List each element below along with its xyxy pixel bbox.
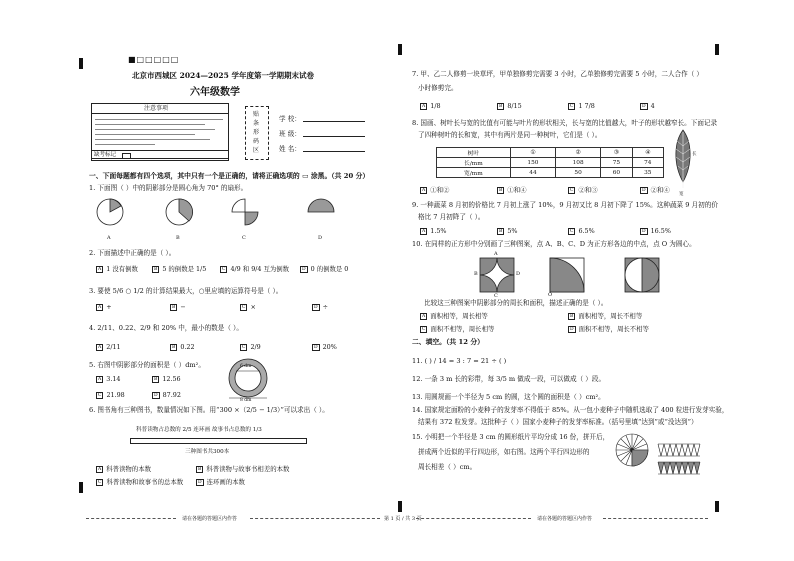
q3-option-a[interactable]: A + (98, 303, 112, 311)
q7-option-b[interactable]: B 8/15 (499, 102, 522, 110)
section2-title: 二、填空。（共 12 分） (412, 338, 484, 346)
q9-option-d[interactable]: D 16.5% (642, 227, 671, 235)
figure-c (232, 199, 258, 225)
q6-text: 6. 图书角有三种图书，数量情况如下图。用“300 ×（2/5 − 1/3）”可以求出（ ）。 (89, 406, 329, 414)
q7-text: 7. 甲、乙二人修剪一块草坪，甲单独修剪完需要 3 小时，乙单独修剪完需要 5 小时，二人合作（ ） (412, 70, 704, 78)
q6-option-a[interactable]: A 科普读物的本数 (98, 465, 151, 473)
pattern-1 (480, 258, 514, 292)
q6-option-d[interactable]: D 连环画的本数 (198, 478, 245, 486)
q3-option-b[interactable]: B − (172, 303, 186, 311)
table-cell: 108 (556, 158, 601, 168)
table-cell: 74 (632, 158, 663, 168)
q1-label-b[interactable]: B (176, 235, 180, 241)
name-field[interactable] (303, 151, 365, 152)
table-cell: 长/mm (437, 158, 511, 168)
absent-checkbox[interactable] (122, 153, 131, 159)
table-cell: 75 (601, 158, 632, 168)
q14-text-cont: 结果有 372 粒发芽。这批种子（ ）国家小麦种子的发芽率标准。（括号里填“达到”或“没达到”） (418, 418, 698, 426)
q1-text: 1. 下面图（ ）中的阴影部分是圆心角为 70° 的扇形。 (89, 184, 248, 192)
q1-label-d[interactable]: D (318, 235, 323, 241)
q3-option-d[interactable]: D ÷ (314, 303, 328, 311)
school-label: 学 校： (279, 115, 301, 123)
pattern-2 (550, 258, 584, 292)
footer-rule-left (86, 518, 176, 519)
footer-rule-mid (250, 518, 380, 519)
table-row (437, 168, 664, 178)
q5-inner-label: 6 dm (240, 364, 252, 369)
leaf-icon (672, 128, 694, 190)
q9-option-c[interactable]: C 6.5% (570, 227, 595, 235)
notice-title: 注意事项 (144, 105, 169, 112)
top-code: ■□□□□□ (128, 55, 180, 64)
q5-outer-label: 8 dm (240, 398, 252, 403)
subject-title: 六年级数学 (190, 87, 240, 98)
q4-option-a[interactable]: A 2/11 (98, 343, 121, 351)
q3-option-c[interactable]: C × (242, 303, 256, 311)
exam-title: 北京市西城区 2024—2025 学年度第一学期期末试卷 (132, 71, 314, 80)
table-cell: 35 (632, 168, 663, 178)
table-cell: 50 (556, 168, 601, 178)
q15-circle-figure (614, 432, 704, 482)
pattern-3 (625, 258, 659, 292)
table-cell: ② (556, 148, 601, 158)
q1-figures (95, 197, 345, 233)
q2-option-b[interactable]: B 5 的倒数是 1/5 (154, 265, 207, 273)
q5-option-d[interactable]: D 87.92 (154, 391, 181, 399)
registration-mark (79, 482, 83, 493)
q15-text: 15. 小明把一个半径是 3 cm 的圆形纸片平均分成 16 份，拼开后， (412, 433, 610, 441)
table-cell: 宽/mm (437, 168, 511, 178)
registration-mark (79, 58, 83, 69)
footer-rule-mid2 (416, 518, 531, 519)
q6-option-c[interactable]: C 科普读物和故事书的总本数 (98, 478, 184, 486)
q15-text-b: 拼成两个近似的平行四边形，如右图。这两个平行四边形的 (418, 448, 590, 456)
q4-option-c[interactable]: C 2/9 (242, 343, 261, 351)
q4-option-b[interactable]: B 0.22 (172, 343, 195, 351)
leaf-length-label: 长 (692, 152, 697, 157)
barcode-area (245, 106, 269, 160)
figure-b (166, 199, 193, 225)
q9-option-a[interactable]: A 1.5% (422, 227, 447, 235)
q4-text: 4. 2/11、0.22、2/9 和 20% 中，最小的数是（ ）。 (89, 324, 243, 332)
q8-text-cont: 了四种树叶的长和宽，其中有两片是同一种树叶，它们是（ ）。 (418, 131, 602, 139)
registration-mark (715, 501, 719, 512)
figure-a (97, 199, 123, 225)
absent-box (91, 150, 229, 161)
q7-option-a[interactable]: A 1/8 (422, 102, 441, 110)
q1-label-a[interactable]: A (107, 235, 111, 241)
q5-option-c[interactable]: C 21.98 (98, 391, 125, 399)
q1-label-c[interactable]: C (242, 235, 246, 241)
q7-text-cont: 小时修剪完。 (418, 84, 458, 92)
barcode-label: 贴条形码区 (253, 111, 260, 154)
q13-text: 13. 用圆规画一个半径为 5 cm 的圆，这个圆的面积是（ ）cm²。 (412, 393, 605, 401)
q8-option-a[interactable]: A ①和② (422, 186, 450, 194)
point-d: D (516, 271, 521, 277)
registration-mark (715, 44, 719, 55)
q10-option-d[interactable]: D 面积不相等，周长不相等 (570, 325, 649, 333)
q11-text: 11. ( ) / 14 = 3 : 7 = 21 ÷ ( ) (412, 357, 507, 365)
table-row (437, 158, 664, 168)
table-cell: ① (510, 148, 555, 158)
q2-option-d[interactable]: D 0 的倒数是 0 (302, 265, 349, 273)
q6-bar (130, 438, 307, 444)
q15-text-c: 周长相差（ ）cm。 (418, 463, 477, 471)
class-field[interactable] (303, 136, 365, 137)
q10-figures (470, 254, 680, 298)
q8-text: 8. 国画、树叶长与宽的比值有可能与叶片的形状相关，长与宽的比值越大，叶子的形状越窄长。下面记录 (412, 119, 718, 127)
class-label: 班 级： (279, 130, 301, 138)
q10-text: 10. 在同样的正方形中分别画了三种图案，点 A、B、C、D 为正方形各边的中点，点 O 为圆心。 (412, 240, 696, 248)
point-a: A (494, 251, 498, 257)
table-cell: ④ (632, 148, 663, 158)
q2-option-c[interactable]: C 4/9 和 9/4 互为倒数 (222, 265, 290, 273)
point-b: B (474, 271, 478, 277)
notice-lines (95, 116, 223, 149)
name-label: 姓 名： (279, 145, 301, 153)
q6-bar-top: 科普读物占总数的 2/5 连环画 故事书占总数的 1/3 (136, 427, 262, 433)
figure-d (308, 199, 334, 212)
point-o: O (548, 292, 553, 298)
q3-text: 3. 要使 5/6 ○ 1/2 的计算结果最大，○里应填的运算符号是（ ）。 (89, 287, 283, 295)
q2-text: 2. 下面描述中正确的是（ ）。 (89, 249, 176, 257)
q5-option-a[interactable]: A 3.14 (98, 375, 121, 383)
leaf-width-label: 宽 (679, 192, 684, 197)
q5-ring-figure (225, 356, 271, 402)
q10-summary: 比较这三种图案中阴影部分的周长和面积，描述正确的是（ ）。 (424, 299, 608, 307)
registration-mark (398, 501, 402, 512)
q12-text: 12. 一条 3 m 长的彩带，每 3/5 m 做成一段，可以做成（ ）段。 (412, 375, 606, 383)
school-field[interactable] (303, 121, 365, 122)
q9-option-b[interactable]: B 5% (499, 227, 518, 235)
q5-option-b[interactable]: B 12.56 (154, 375, 181, 383)
registration-mark (398, 44, 402, 55)
q5-text: 5. 右图中阴影部分的面积是（ ）dm²。 (89, 361, 205, 369)
table-cell: 60 (601, 168, 632, 178)
q6-bar-bottom: 三种图书共300本 (185, 449, 230, 455)
q8-option-c[interactable]: C ②和③ (570, 186, 598, 194)
q6-option-b[interactable]: B 科普读物与故事书相差的本数 (198, 465, 290, 473)
q8-option-b[interactable]: B ①和④ (499, 186, 527, 194)
q4-option-d[interactable]: D 20% (314, 343, 337, 351)
table-cell: ③ (601, 148, 632, 158)
q10-option-a[interactable]: A 面积相等，周长相等 (422, 312, 488, 320)
footer-rule-right (603, 518, 708, 519)
section1-title: 一、下面每题都有四个选项，其中只有一个是正确的，请将正确选项的 ▭ 涂黑。（共 20 分） (89, 172, 370, 180)
footer-left-note: 请在各题的答题区内作答 (182, 516, 238, 522)
page-number: 第 1 页 / 共 3 页 (384, 516, 422, 522)
footer-right-note: 请在各题的答题区内作答 (537, 516, 593, 522)
q7-option-c[interactable]: C 1 7/8 (570, 102, 595, 110)
absent-label: 缺考标记 (94, 152, 117, 158)
table-cell: 150 (510, 158, 555, 168)
q10-option-b[interactable]: B 面积相等，周长不相等 (570, 312, 643, 320)
q8-table (436, 147, 664, 178)
q10-option-c[interactable]: C 面积不相等，周长相等 (422, 325, 495, 333)
point-c: C (494, 293, 498, 299)
q9-text-cont: 格比 7 月初降了（ ）。 (418, 213, 485, 221)
notice-divider (92, 113, 228, 114)
table-row (437, 148, 664, 158)
q9-text: 9. 一种蔬菜 8 月初的价格比 7 月初上涨了 10%，9 月初又比 8 月初下降了 15%。这种蔬菜 9 月初的价 (412, 201, 718, 209)
table-cell: 树叶 (437, 148, 511, 158)
q7-option-d[interactable]: D 4 (642, 102, 655, 110)
q8-option-d[interactable]: D ②和④ (642, 186, 670, 194)
q2-option-a[interactable]: A 1 没有倒数 (98, 265, 138, 273)
table-cell: 44 (510, 168, 555, 178)
q14-text: 14. 国家规定面粉的小麦种子的发芽率不得低于 85%。从一包小麦种子中随机选取了 400 粒进行发芽实验， (412, 406, 729, 414)
